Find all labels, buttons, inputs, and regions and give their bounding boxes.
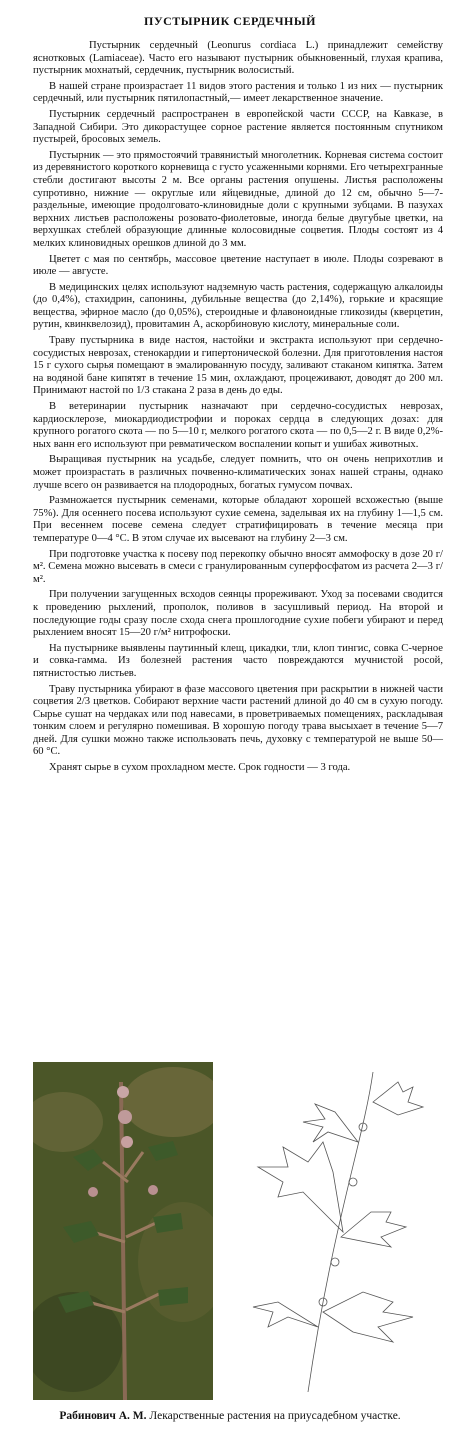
paragraph: При подготовке участка к посеву под перекопку обычно вносят аммофоску в дозе 20 г/м². Семена можно высевать в смеси с гранулированным суперфосфатом из расчета 2—3 г/м².	[33, 548, 443, 585]
paragraph: При получении загущенных всходов сеянцы прореживают. Уход за посевами сводится к проведению рыхлений, прополок, поливов в засушливый период. На второй и последующие годы сразу после схода снега прошлогодние сухие побеги убирают и перед рыхлением вносят 15—20 г/м² нитрофоски.	[33, 589, 443, 639]
paragraph: Пустырник сердечный распространен в европейской части СССР, на Кавказе, в Западной Сибири. Это дикорастущее сорное растение является постоянным спутником пустырей, бросовых земель.	[33, 108, 443, 146]
paragraph: Выращивая пустырник на усадьбе, следует помнить, что он очень неприхотлив и может произрастать в различных почвенно-климатических зонах нашей страны, однако лучше всего он развивается на плодородных, богатых гумусом почвах.	[33, 454, 443, 491]
paragraph: В медицинских целях используют надземную часть растения, содержащую алкалоиды (до 0,4%), стахидрин, сапонины, дубильные вещества (до 2,14%), горькие и красящие вещества, эфирное масло (до 0,05%), стероидные и флавоноидные гликозиды (кверцетин, рутин, квинквелозид), провитамин А, аскорбиновую кислоту, минеральные соли.	[33, 281, 443, 331]
paragraph: Пустырник — это прямостоячий травянистый многолетник. Корневая система состоит из деревянистого короткого корневища с густо усаженными корнями. Его четырехгранные стебли достигают высоты 2 м. Все органы растения опушены. Листья расположены супротивно, нижние — округлые или яйцевидные, длиной до 12 см, обычно 5—7-раздельные, имеющие продолговато-клиновидные доли с крупными зубцами. В пазухах верхних листьев расположены розовато-фиолетовые, иногда белые двугубые цветки, на верхушках стеблей образующие длинные колосовидные соцветия. Плоды состоят из 4 мелких клиновидных орешков длиной до 3 мм.	[33, 149, 443, 249]
paragraph: Пустырник сердечный (Leonurus cordiaca L.) принадлежит семейству яснотковых (Lamiaceae). Часто его называют пустырник обыкновенный, глухая крапива, пустырник мохнатый, сердечник, пустырник волосистый.	[33, 40, 443, 77]
paragraph: Траву пустырника убирают в фазе массового цветения при раскрытии в нижней части соцветия 2/3 цветков. Собирают верхние части растений длиной до 40 см в сухую погоду. Сырье сушат на чердаках или под навесами, в проветриваемых помещениях, раскладывая тонким слоем и регулярно помешивая. В хорошую погоду трава высыхает в течение 5—7 дней. Для сушки можно также использовать печь, духовку с температурой не выше 50—60 °С.	[33, 683, 443, 758]
illustrations	[33, 1062, 443, 1402]
article-body	[33, 40, 443, 778]
source-caption	[0, 1410, 460, 1422]
paragraph: В ветеринарии пустырник назначают при сердечно-сосудистых неврозах, кардиосклерозе, миокардиодистрофии и пороках сердца в следующих дозах: для крупного рогатого скота — по 5—10 г, мелкого рогатого скота — по 0,5—2 г. В виде 0,2%-ных ванн его используют при ревматическом воспалении копыт и ушибах животных.	[33, 401, 443, 450]
paragraph: Размножается пустырник семенами, которые обладают хорошей всхожестью (выше 75%). Для осеннего посева используют сухие семена, заделывая их на глубину 1—1,5 см. При весеннем посеве семена следует стратифицировать в течение месяца при температуре 0—4 °С. В этом случае их высевают на глубину 2—3 см.	[33, 495, 443, 544]
paragraph: Хранят сырье в сухом прохладном месте. Срок годности — 3 года.	[49, 762, 351, 774]
paragraph: В нашей стране произрастает 11 видов этого растения и только 1 из них — пустырник сердечный, или пустырник пятилопастный,— имеет лекарственное значение.	[33, 80, 443, 105]
page-title: ПУСТЫРНИК СЕРДЕЧНЫЙ	[143, 14, 317, 28]
paragraph: Цветет с мая по сентябрь, массовое цветение наступает в июле. Плоды созревают в июле — августе.	[33, 253, 443, 278]
caption-book: Лекарственные растения на приусадебном участке.	[149, 1410, 401, 1422]
paragraph: На пустырнике выявлены паутинный клещ, цикадки, тли, клоп тингис, совка С-черное и совка-гамма. Из болезней растения часто повреждаются мучнистой росой, пятнистостью листьев.	[33, 642, 443, 679]
motherwort-drawing	[223, 1062, 441, 1400]
caption-author: Рабинович А. М.	[59, 1410, 147, 1422]
paragraph: Траву пустырника в виде настоя, настойки и экстракта используют при сердечно-сосудистых неврозах, стенокардии и гипертонической болезни. Для приготовления настоя 15 г сухого сырья помещают в эмалированную посуду, заливают стаканом кипятка. Затем на водяной бане кипятят в течение 15 мин, охлаждают, процеживают, доводят до 200 мл. Принимают настой по 1/3 стакана 2 раза в день до еды.	[33, 335, 443, 397]
motherwort-photo	[33, 1062, 213, 1400]
